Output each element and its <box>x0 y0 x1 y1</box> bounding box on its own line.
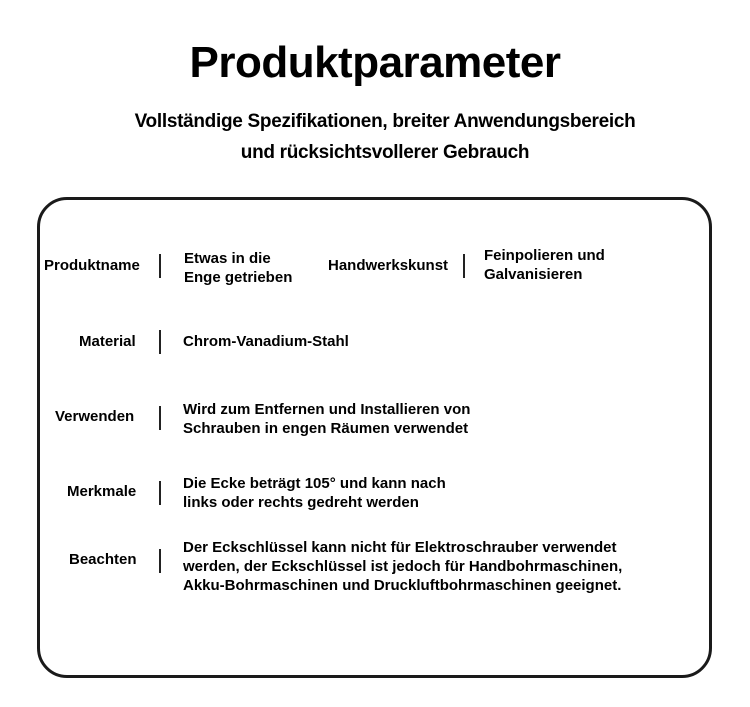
spec-value: Der Eckschlüssel kann nicht für Elektroschrauber verwendet werden, der Eckschlüssel ist jedoch für Handbohrmaschinen, Akku-Bohrmaschinen und Druckluftbohrmaschinen geeignet. <box>183 539 623 594</box>
subtitle-line-2: und rücksichtsvollerer Gebrauch <box>240 142 530 163</box>
spec-label: Produktname <box>44 257 140 274</box>
separator-bar <box>159 330 161 354</box>
spec-value: Die Ecke beträgt 105° und kann nach links oder rechts gedreht werden <box>183 475 446 511</box>
spec-label: Beachten <box>69 551 137 568</box>
spec-value: Chrom-Vanadium-Stahl <box>183 333 349 350</box>
separator-bar <box>159 481 161 505</box>
spec-label: Merkmale <box>67 483 137 500</box>
separator-bar <box>159 549 161 573</box>
separator-bar <box>159 254 161 278</box>
page-title: Produktparameter <box>189 38 561 87</box>
spec-value: Feinpolieren und Galvanisieren <box>484 247 605 283</box>
separator-bar <box>463 254 465 278</box>
spec-value: Wird zum Entfernen und Installieren von Schrauben in engen Räumen verwendet <box>183 401 471 437</box>
spec-label: Material <box>79 333 136 350</box>
subtitle-line-1: Vollständige Spezifikationen, breiter Anwendungsbereich <box>134 111 636 132</box>
separator-bar <box>159 406 161 430</box>
spec-value: Etwas in die Enge getrieben <box>184 250 293 286</box>
spec-label: Verwenden <box>55 408 135 425</box>
spec-label: Handwerkskunst <box>328 257 449 274</box>
page-subtitle <box>0 106 750 168</box>
